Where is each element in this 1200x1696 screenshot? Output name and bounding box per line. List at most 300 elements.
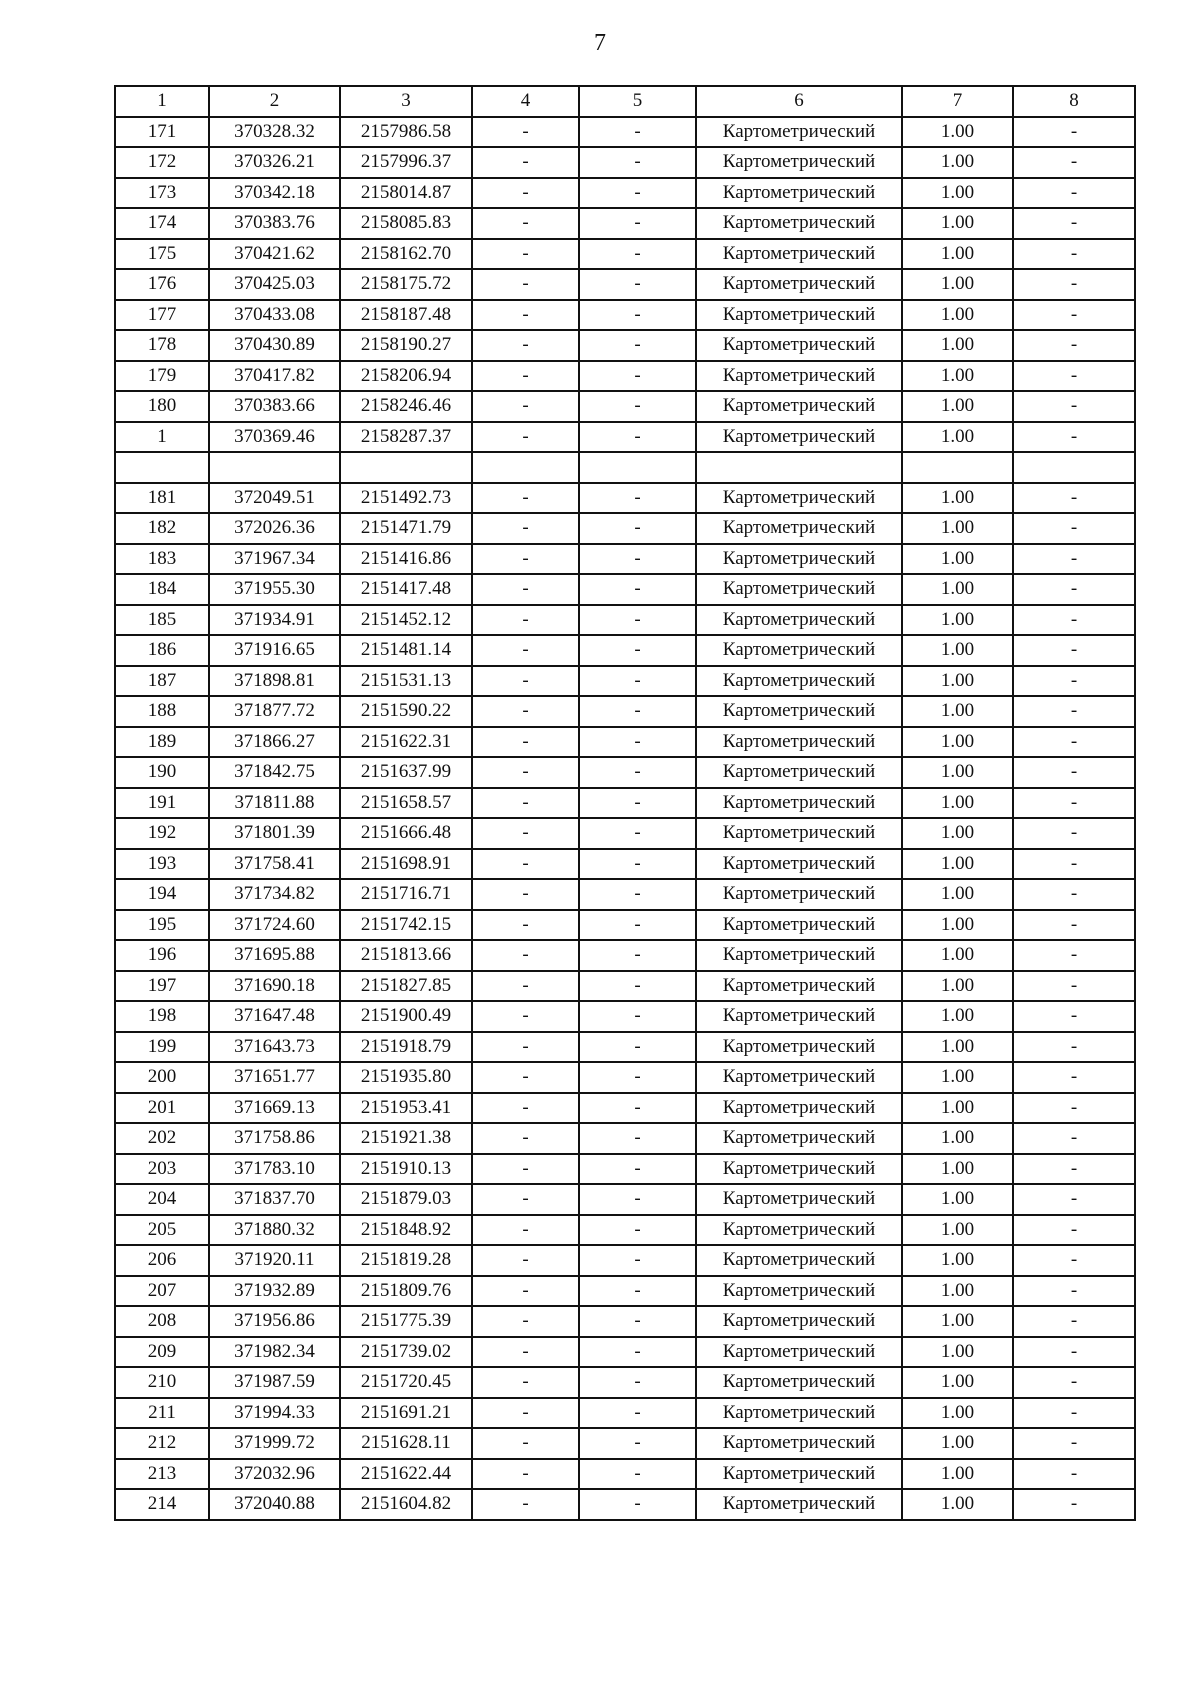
point-number-cell: 191 xyxy=(115,788,209,819)
point-number-cell: 207 xyxy=(115,1276,209,1307)
y-coordinate-cell: 2151935.80 xyxy=(340,1062,472,1093)
table-row xyxy=(115,1428,1135,1459)
col5-cell: - xyxy=(579,1306,696,1337)
accuracy-cell: 1.00 xyxy=(902,1001,1013,1032)
y-coordinate-cell: 2151819.28 xyxy=(340,1245,472,1276)
y-coordinate-cell: 2151590.22 xyxy=(340,696,472,727)
method-cell: Картометрический xyxy=(696,940,902,971)
method-cell: Картометрический xyxy=(696,330,902,361)
accuracy-cell: 1.00 xyxy=(902,666,1013,697)
col4-cell: - xyxy=(472,422,579,453)
x-coordinate-cell: 371695.88 xyxy=(209,940,340,971)
point-number-cell: 211 xyxy=(115,1398,209,1429)
col8-cell: - xyxy=(1013,788,1135,819)
point-number-cell: 209 xyxy=(115,1337,209,1368)
x-coordinate-cell: 372049.51 xyxy=(209,483,340,514)
col5-cell: - xyxy=(579,574,696,605)
x-coordinate-cell: 370328.32 xyxy=(209,117,340,148)
point-number-cell: 208 xyxy=(115,1306,209,1337)
col5-cell: - xyxy=(579,1459,696,1490)
table-row xyxy=(115,300,1135,331)
y-coordinate-cell: 2158287.37 xyxy=(340,422,472,453)
y-coordinate-cell: 2151879.03 xyxy=(340,1184,472,1215)
accuracy-cell: 1.00 xyxy=(902,208,1013,239)
x-coordinate-cell: 371724.60 xyxy=(209,910,340,941)
x-coordinate-cell: 371934.91 xyxy=(209,605,340,636)
table-row xyxy=(115,1489,1135,1520)
col5-cell: - xyxy=(579,940,696,971)
point-number-cell: 177 xyxy=(115,300,209,331)
table-row xyxy=(115,1215,1135,1246)
col4-cell: - xyxy=(472,269,579,300)
point-number-cell: 190 xyxy=(115,757,209,788)
col8-cell: - xyxy=(1013,422,1135,453)
col5-cell: - xyxy=(579,1489,696,1520)
y-coordinate-cell: 2151742.15 xyxy=(340,910,472,941)
table-row xyxy=(115,330,1135,361)
col4-cell: - xyxy=(472,544,579,575)
col8-cell: - xyxy=(1013,1184,1135,1215)
col8-cell: - xyxy=(1013,727,1135,758)
col5-cell: - xyxy=(579,1337,696,1368)
accuracy-cell: 1.00 xyxy=(902,330,1013,361)
accuracy-cell: 1.00 xyxy=(902,727,1013,758)
x-coordinate-cell: 371955.30 xyxy=(209,574,340,605)
method-cell: Картометрический xyxy=(696,727,902,758)
col4-cell: - xyxy=(472,117,579,148)
col8-cell: - xyxy=(1013,1428,1135,1459)
method-cell: Картометрический xyxy=(696,1398,902,1429)
point-number-cell: 186 xyxy=(115,635,209,666)
x-coordinate-cell: 370430.89 xyxy=(209,330,340,361)
table-row xyxy=(115,361,1135,392)
col5-cell: - xyxy=(579,483,696,514)
method-cell: Картометрический xyxy=(696,1093,902,1124)
col8-cell: - xyxy=(1013,361,1135,392)
method-cell: Картометрический xyxy=(696,666,902,697)
col5-cell: - xyxy=(579,605,696,636)
point-number-cell: 173 xyxy=(115,178,209,209)
method-cell xyxy=(696,452,902,483)
accuracy-cell: 1.00 xyxy=(902,544,1013,575)
point-number-cell: 214 xyxy=(115,1489,209,1520)
col8-cell: - xyxy=(1013,483,1135,514)
accuracy-cell: 1.00 xyxy=(902,300,1013,331)
x-coordinate-cell: 370425.03 xyxy=(209,269,340,300)
accuracy-cell: 1.00 xyxy=(902,971,1013,1002)
col4-cell: - xyxy=(472,1032,579,1063)
y-coordinate-cell: 2158206.94 xyxy=(340,361,472,392)
accuracy-cell: 1.00 xyxy=(902,696,1013,727)
col4-cell: - xyxy=(472,879,579,910)
table-row xyxy=(115,422,1135,453)
table-row xyxy=(115,391,1135,422)
x-coordinate-cell: 371734.82 xyxy=(209,879,340,910)
col8-cell: - xyxy=(1013,971,1135,1002)
col5-cell: - xyxy=(579,300,696,331)
x-coordinate-cell: 371669.13 xyxy=(209,1093,340,1124)
table-row xyxy=(115,1123,1135,1154)
x-coordinate-cell: 371842.75 xyxy=(209,757,340,788)
method-cell: Картометрический xyxy=(696,208,902,239)
table-row xyxy=(115,879,1135,910)
accuracy-cell: 1.00 xyxy=(902,239,1013,270)
table-header xyxy=(115,86,1135,117)
col4-cell: - xyxy=(472,574,579,605)
col8-cell: - xyxy=(1013,208,1135,239)
col5-cell: - xyxy=(579,879,696,910)
col8-cell: - xyxy=(1013,666,1135,697)
header-cell: 4 xyxy=(472,86,579,117)
col8-cell: - xyxy=(1013,605,1135,636)
y-coordinate-cell: 2151848.92 xyxy=(340,1215,472,1246)
col8-cell: - xyxy=(1013,1062,1135,1093)
col4-cell: - xyxy=(472,1367,579,1398)
table-row xyxy=(115,1337,1135,1368)
accuracy-cell: 1.00 xyxy=(902,269,1013,300)
x-coordinate-cell: 371898.81 xyxy=(209,666,340,697)
accuracy-cell: 1.00 xyxy=(902,1398,1013,1429)
point-number-cell: 188 xyxy=(115,696,209,727)
point-number-cell: 192 xyxy=(115,818,209,849)
point-number-cell: 196 xyxy=(115,940,209,971)
accuracy-cell: 1.00 xyxy=(902,1337,1013,1368)
accuracy-cell: 1.00 xyxy=(902,910,1013,941)
x-coordinate-cell: 371956.86 xyxy=(209,1306,340,1337)
col8-cell: - xyxy=(1013,910,1135,941)
y-coordinate-cell: 2158085.83 xyxy=(340,208,472,239)
method-cell: Картометрический xyxy=(696,422,902,453)
x-coordinate-cell: 371643.73 xyxy=(209,1032,340,1063)
col4-cell: - xyxy=(472,1184,579,1215)
col8-cell: - xyxy=(1013,239,1135,270)
col4-cell: - xyxy=(472,391,579,422)
col4-cell: - xyxy=(472,635,579,666)
y-coordinate-cell: 2157996.37 xyxy=(340,147,472,178)
x-coordinate-cell: 371916.65 xyxy=(209,635,340,666)
method-cell: Картометрический xyxy=(696,239,902,270)
x-coordinate-cell: 371758.86 xyxy=(209,1123,340,1154)
x-coordinate-cell: 370383.76 xyxy=(209,208,340,239)
col4-cell: - xyxy=(472,178,579,209)
table-row xyxy=(115,910,1135,941)
table-row xyxy=(115,1276,1135,1307)
y-coordinate-cell: 2158175.72 xyxy=(340,269,472,300)
header-cell: 8 xyxy=(1013,86,1135,117)
col5-cell: - xyxy=(579,147,696,178)
method-cell: Картометрический xyxy=(696,117,902,148)
y-coordinate-cell: 2158190.27 xyxy=(340,330,472,361)
method-cell: Картометрический xyxy=(696,513,902,544)
col4-cell: - xyxy=(472,788,579,819)
point-number-cell: 178 xyxy=(115,330,209,361)
point-number-cell: 172 xyxy=(115,147,209,178)
col8-cell: - xyxy=(1013,1489,1135,1520)
x-coordinate-cell: 372040.88 xyxy=(209,1489,340,1520)
point-number-cell: 174 xyxy=(115,208,209,239)
col5-cell: - xyxy=(579,1154,696,1185)
method-cell: Картометрический xyxy=(696,391,902,422)
x-coordinate-cell: 371920.11 xyxy=(209,1245,340,1276)
col4-cell: - xyxy=(472,300,579,331)
y-coordinate-cell: 2151698.91 xyxy=(340,849,472,880)
accuracy-cell: 1.00 xyxy=(902,1276,1013,1307)
accuracy-cell: 1.00 xyxy=(902,1093,1013,1124)
col4-cell: - xyxy=(472,1062,579,1093)
table-row xyxy=(115,1032,1135,1063)
x-coordinate-cell: 371932.89 xyxy=(209,1276,340,1307)
col5-cell xyxy=(579,452,696,483)
col8-cell: - xyxy=(1013,1245,1135,1276)
method-cell: Картометрический xyxy=(696,1367,902,1398)
col8-cell: - xyxy=(1013,696,1135,727)
header-cell: 2 xyxy=(209,86,340,117)
y-coordinate-cell: 2151628.11 xyxy=(340,1428,472,1459)
table-row xyxy=(115,1154,1135,1185)
y-coordinate-cell xyxy=(340,452,472,483)
x-coordinate-cell: 370342.18 xyxy=(209,178,340,209)
col4-cell: - xyxy=(472,940,579,971)
col8-cell: - xyxy=(1013,391,1135,422)
table-row xyxy=(115,818,1135,849)
y-coordinate-cell: 2151739.02 xyxy=(340,1337,472,1368)
col5-cell: - xyxy=(579,1123,696,1154)
point-number-cell: 203 xyxy=(115,1154,209,1185)
table-row xyxy=(115,971,1135,1002)
col5-cell: - xyxy=(579,513,696,544)
point-number-cell: 198 xyxy=(115,1001,209,1032)
table-row xyxy=(115,727,1135,758)
point-number-cell: 182 xyxy=(115,513,209,544)
y-coordinate-cell: 2151827.85 xyxy=(340,971,472,1002)
col5-cell: - xyxy=(579,818,696,849)
col5-cell: - xyxy=(579,391,696,422)
table-row xyxy=(115,1398,1135,1429)
table-row xyxy=(115,208,1135,239)
col4-cell: - xyxy=(472,727,579,758)
col8-cell: - xyxy=(1013,1398,1135,1429)
point-number-cell: 199 xyxy=(115,1032,209,1063)
method-cell: Картометрический xyxy=(696,269,902,300)
col8-cell: - xyxy=(1013,1337,1135,1368)
y-coordinate-cell: 2151452.12 xyxy=(340,605,472,636)
x-coordinate-cell: 372032.96 xyxy=(209,1459,340,1490)
col4-cell: - xyxy=(472,605,579,636)
x-coordinate-cell: 371987.59 xyxy=(209,1367,340,1398)
table-row xyxy=(115,940,1135,971)
header-row xyxy=(115,86,1135,117)
method-cell: Картометрический xyxy=(696,696,902,727)
point-number-cell: 212 xyxy=(115,1428,209,1459)
col4-cell: - xyxy=(472,1154,579,1185)
col4-cell: - xyxy=(472,696,579,727)
header-cell: 1 xyxy=(115,86,209,117)
accuracy-cell: 1.00 xyxy=(902,849,1013,880)
accuracy-cell: 1.00 xyxy=(902,757,1013,788)
accuracy-cell: 1.00 xyxy=(902,605,1013,636)
method-cell: Картометрический xyxy=(696,757,902,788)
accuracy-cell: 1.00 xyxy=(902,574,1013,605)
x-coordinate-cell: 371811.88 xyxy=(209,788,340,819)
x-coordinate-cell: 371967.34 xyxy=(209,544,340,575)
point-number-cell: 194 xyxy=(115,879,209,910)
point-number-cell: 185 xyxy=(115,605,209,636)
point-number-cell: 184 xyxy=(115,574,209,605)
method-cell: Картометрический xyxy=(696,635,902,666)
accuracy-cell: 1.00 xyxy=(902,1489,1013,1520)
col4-cell: - xyxy=(472,361,579,392)
x-coordinate-cell: 371690.18 xyxy=(209,971,340,1002)
col5-cell: - xyxy=(579,910,696,941)
accuracy-cell: 1.00 xyxy=(902,483,1013,514)
point-number-cell: 187 xyxy=(115,666,209,697)
method-cell: Картометрический xyxy=(696,483,902,514)
method-cell: Картометрический xyxy=(696,1459,902,1490)
table-row xyxy=(115,635,1135,666)
y-coordinate-cell: 2151953.41 xyxy=(340,1093,472,1124)
col5-cell: - xyxy=(579,1245,696,1276)
x-coordinate-cell: 370417.82 xyxy=(209,361,340,392)
col4-cell: - xyxy=(472,330,579,361)
col8-cell: - xyxy=(1013,1306,1135,1337)
header-cell: 3 xyxy=(340,86,472,117)
col8-cell: - xyxy=(1013,147,1135,178)
table-body xyxy=(115,117,1135,1520)
col5-cell: - xyxy=(579,239,696,270)
table-row xyxy=(115,117,1135,148)
table-row xyxy=(115,605,1135,636)
y-coordinate-cell: 2151716.71 xyxy=(340,879,472,910)
accuracy-cell: 1.00 xyxy=(902,513,1013,544)
method-cell: Картометрический xyxy=(696,1032,902,1063)
col5-cell: - xyxy=(579,788,696,819)
accuracy-cell: 1.00 xyxy=(902,147,1013,178)
col8-cell: - xyxy=(1013,574,1135,605)
point-number-cell: 183 xyxy=(115,544,209,575)
table-row xyxy=(115,1306,1135,1337)
col8-cell: - xyxy=(1013,940,1135,971)
col4-cell: - xyxy=(472,1123,579,1154)
x-coordinate-cell: 370369.46 xyxy=(209,422,340,453)
col8-cell: - xyxy=(1013,269,1135,300)
point-number-cell: 204 xyxy=(115,1184,209,1215)
y-coordinate-cell: 2158014.87 xyxy=(340,178,472,209)
accuracy-cell: 1.00 xyxy=(902,1154,1013,1185)
col5-cell: - xyxy=(579,208,696,239)
y-coordinate-cell: 2151921.38 xyxy=(340,1123,472,1154)
accuracy-cell: 1.00 xyxy=(902,940,1013,971)
accuracy-cell: 1.00 xyxy=(902,361,1013,392)
method-cell: Картометрический xyxy=(696,147,902,178)
header-cell: 6 xyxy=(696,86,902,117)
x-coordinate-cell: 371801.39 xyxy=(209,818,340,849)
coordinates-table xyxy=(114,85,1136,1521)
col8-cell: - xyxy=(1013,1123,1135,1154)
method-cell: Картометрический xyxy=(696,1276,902,1307)
point-number-cell: 175 xyxy=(115,239,209,270)
y-coordinate-cell: 2151720.45 xyxy=(340,1367,472,1398)
col5-cell: - xyxy=(579,1398,696,1429)
method-cell: Картометрический xyxy=(696,910,902,941)
accuracy-cell: 1.00 xyxy=(902,1184,1013,1215)
col4-cell: - xyxy=(472,239,579,270)
col4-cell: - xyxy=(472,1489,579,1520)
method-cell: Картометрический xyxy=(696,1001,902,1032)
header-cell: 5 xyxy=(579,86,696,117)
col8-cell: - xyxy=(1013,1459,1135,1490)
method-cell: Картометрический xyxy=(696,1215,902,1246)
x-coordinate-cell: 371783.10 xyxy=(209,1154,340,1185)
x-coordinate-cell: 371837.70 xyxy=(209,1184,340,1215)
accuracy-cell: 1.00 xyxy=(902,1123,1013,1154)
accuracy-cell: 1.00 xyxy=(902,1459,1013,1490)
point-number-cell: 197 xyxy=(115,971,209,1002)
col5-cell: - xyxy=(579,1184,696,1215)
table-row xyxy=(115,1367,1135,1398)
col5-cell: - xyxy=(579,117,696,148)
table-row xyxy=(115,1245,1135,1276)
table-row xyxy=(115,1459,1135,1490)
point-number-cell xyxy=(115,452,209,483)
col5-cell: - xyxy=(579,1215,696,1246)
y-coordinate-cell: 2151471.79 xyxy=(340,513,472,544)
col5-cell: - xyxy=(579,971,696,1002)
col8-cell: - xyxy=(1013,818,1135,849)
col4-cell xyxy=(472,452,579,483)
accuracy-cell: 1.00 xyxy=(902,391,1013,422)
method-cell: Картометрический xyxy=(696,300,902,331)
col8-cell: - xyxy=(1013,178,1135,209)
x-coordinate-cell: 371866.27 xyxy=(209,727,340,758)
col5-cell: - xyxy=(579,361,696,392)
table-row xyxy=(115,178,1135,209)
method-cell: Картометрический xyxy=(696,361,902,392)
header-cell: 7 xyxy=(902,86,1013,117)
x-coordinate-cell: 371880.32 xyxy=(209,1215,340,1246)
method-cell: Картометрический xyxy=(696,1428,902,1459)
accuracy-cell: 1.00 xyxy=(902,1306,1013,1337)
table-row xyxy=(115,1062,1135,1093)
col8-cell: - xyxy=(1013,1032,1135,1063)
y-coordinate-cell: 2151900.49 xyxy=(340,1001,472,1032)
col8-cell: - xyxy=(1013,635,1135,666)
accuracy-cell xyxy=(902,452,1013,483)
accuracy-cell: 1.00 xyxy=(902,879,1013,910)
y-coordinate-cell: 2151492.73 xyxy=(340,483,472,514)
col8-cell: - xyxy=(1013,1093,1135,1124)
col8-cell: - xyxy=(1013,879,1135,910)
method-cell: Картометрический xyxy=(696,971,902,1002)
col4-cell: - xyxy=(472,757,579,788)
table-row xyxy=(115,788,1135,819)
x-coordinate-cell: 371651.77 xyxy=(209,1062,340,1093)
method-cell: Картометрический xyxy=(696,1184,902,1215)
accuracy-cell: 1.00 xyxy=(902,788,1013,819)
method-cell: Картометрический xyxy=(696,605,902,636)
point-number-cell: 200 xyxy=(115,1062,209,1093)
col5-cell: - xyxy=(579,1062,696,1093)
y-coordinate-cell: 2151691.21 xyxy=(340,1398,472,1429)
y-coordinate-cell: 2151416.86 xyxy=(340,544,472,575)
col8-cell: - xyxy=(1013,117,1135,148)
col8-cell: - xyxy=(1013,330,1135,361)
col5-cell: - xyxy=(579,1001,696,1032)
y-coordinate-cell: 2151658.57 xyxy=(340,788,472,819)
col8-cell: - xyxy=(1013,1367,1135,1398)
accuracy-cell: 1.00 xyxy=(902,178,1013,209)
table-row xyxy=(115,513,1135,544)
method-cell: Картометрический xyxy=(696,574,902,605)
